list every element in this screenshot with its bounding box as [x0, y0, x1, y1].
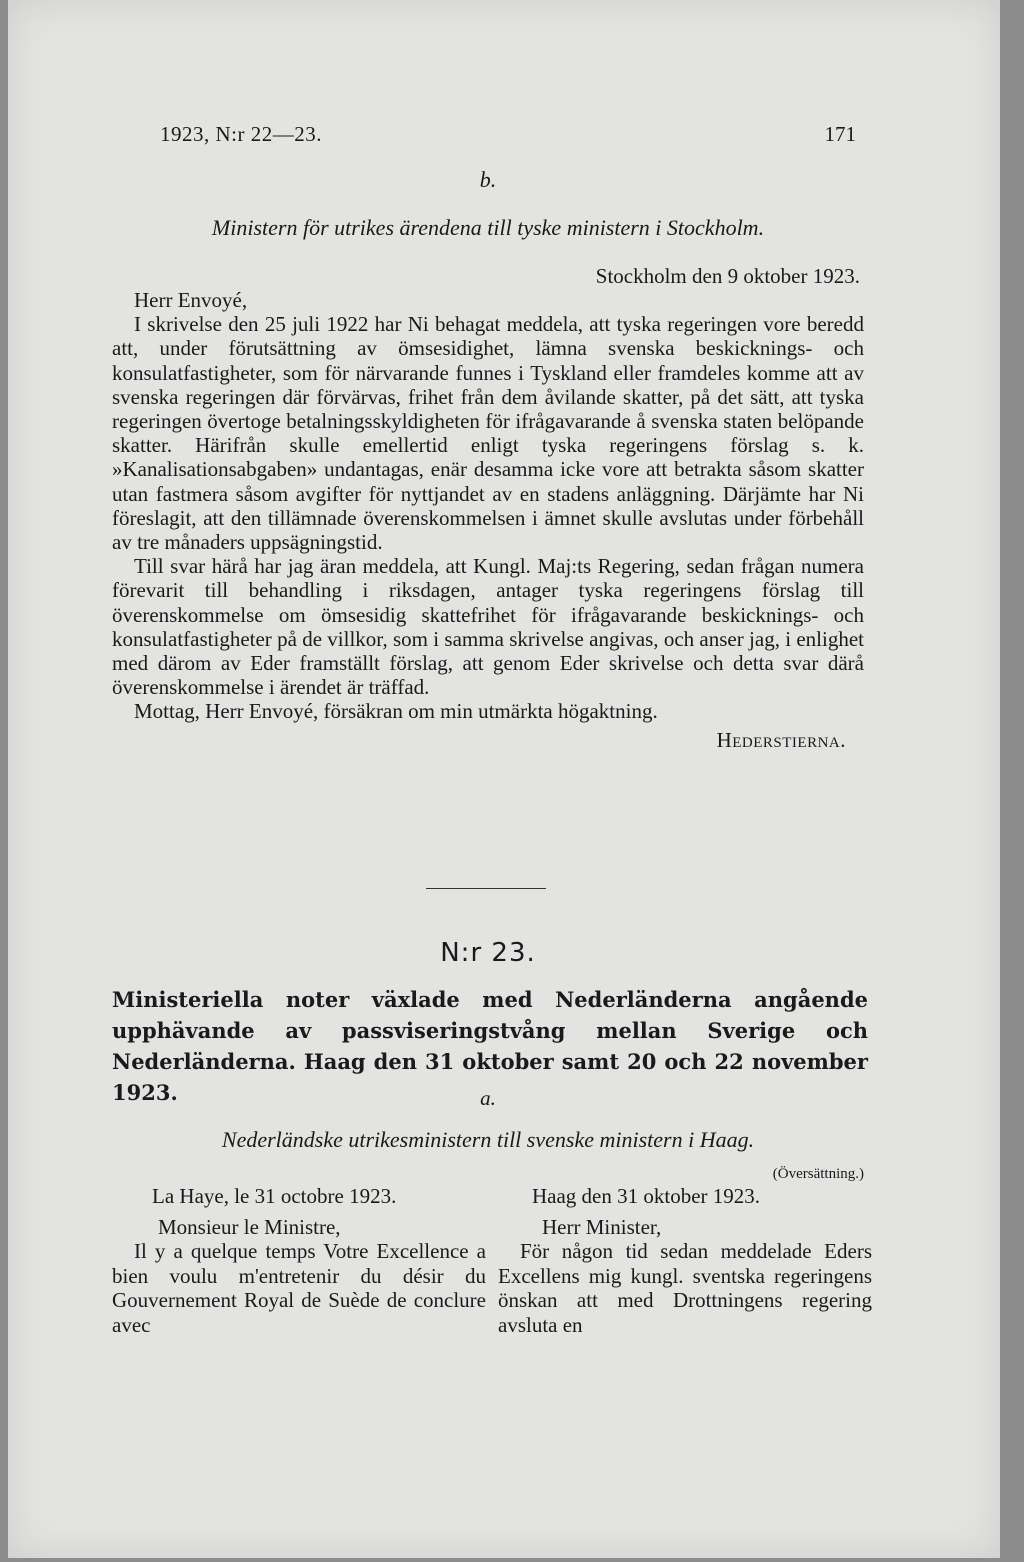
letter-heading: Ministern för utrikes ärendena till tyske ministern i Stockholm.	[211, 215, 765, 240]
section-letter-a: a.	[480, 1086, 496, 1110]
swedish-salutation: Herr Minister,	[542, 1214, 662, 1239]
section-title: Ministeriella noter växlade med Nederländerna angående upphävande av passviseringstvång mellan Sverige och Nederländerna. Haag den 31 oktober samt 20 och 22 november 1923.	[112, 987, 868, 1105]
french-salutation: Monsieur le Ministre,	[158, 1214, 341, 1239]
body-paragraph-1: I skrivelse den 25 juli 1922 har Ni behagat meddela, att tyska regeringen vore beredd att, under förutsättning av ömsesidighet, lämna svenska beskicknings- och konsulatfastigheter, som för närvarande funnes i Tyskland eller framdeles komme att av svenska regeringen där förvärvas, frihet från dem åvilande skatter, på det sätt, att tyska regeringen övertoge betalningsskyldigheten för ifrågavarande å svenska staten belöpande skatter. Härifrån skulle emellertid enligt tyska regeringens förslag s. k. »Kanalisationsabgaben» undantagas, enär desamma icke vore att betrakta såsom skatter utan fastmera såsom avgifter för nyttjandet av en stadens anläggning. Därjämte har Ni föreslagit, att den tillämnade överenskommelsen i ämnet skulle avslutas under förbehåll av tre månaders uppsägningstid.	[112, 312, 864, 555]
letter-body	[112, 288, 864, 752]
header-issue-label: 1923, N:r 22—23.	[160, 122, 322, 146]
french-dateline: La Haye, le 31 octobre 1923.	[152, 1184, 397, 1208]
salutation: Herr Envoyé,	[134, 288, 248, 312]
section-divider	[426, 888, 546, 889]
swedish-body: För någon tid sedan meddelade Eders Excellens mig kungl. sventska regeringens önskan att med Drottningens regering avsluta en	[498, 1239, 872, 1337]
closing-line: Mottag, Herr Envoyé, försäkran om min utmärkta högaktning.	[134, 699, 658, 724]
section-number: N:r 23.	[440, 938, 536, 968]
letter-dateline: Stockholm den 9 oktober 1923.	[595, 264, 860, 288]
swedish-column	[498, 1162, 872, 1338]
body-paragraph-2: Till svar härå har jag äran meddela, att Kungl. Maj:ts Regering, sedan frågan numera förevarit till behandling i riksdagen, antager tyska regeringens förslag till överenskommelse om ömsesidig skattefrihet för ifrågavarande beskicknings- och konsulatfastigheter på de villkor, som i samma skrivelse angivas, och anser jag, i enlighet med därom av Eder framställt förslag, att genom Eder skrivelse och detta svar därå överenskommelse i ärendet är träffad.	[112, 554, 864, 700]
running-header	[112, 122, 864, 152]
section-letter-b: b.	[479, 167, 497, 192]
french-column	[112, 1162, 486, 1338]
signature: Hederstierna.	[716, 727, 846, 752]
swedish-dateline: Haag den 31 oktober 1923.	[532, 1184, 761, 1208]
note-heading: Nederländske utrikesministern till svenske ministern i Haag.	[221, 1127, 755, 1152]
french-body: Il y a quelque temps Votre Excellence a bien voulu m'entretenir du désir du Gouvernement Royal de Suède de conclure avec	[112, 1239, 486, 1337]
translation-note: (Översättning.)	[772, 1166, 864, 1182]
document-page	[8, 0, 1000, 1558]
page-number: 171	[824, 122, 856, 146]
